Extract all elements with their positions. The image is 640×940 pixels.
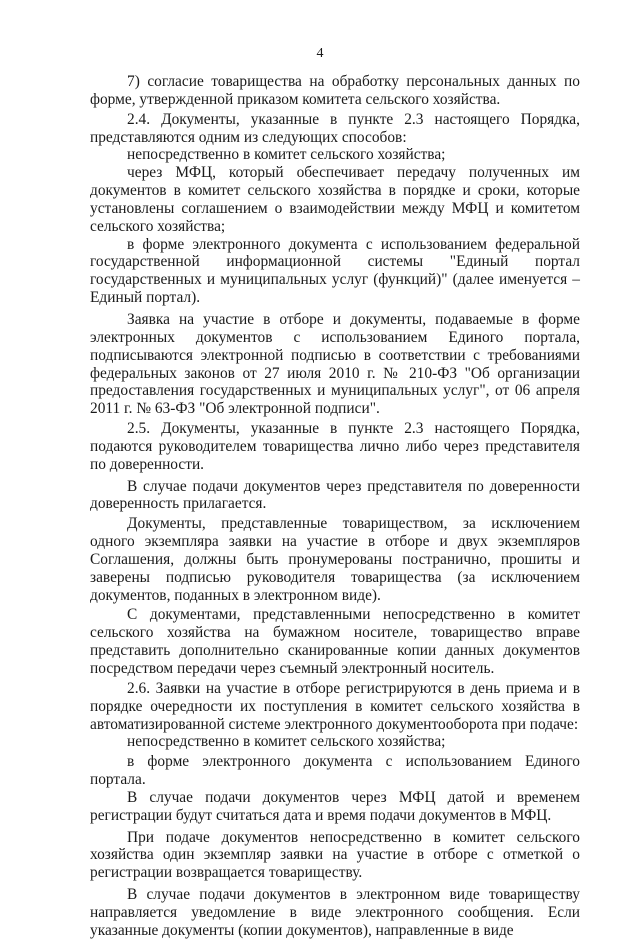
paragraph-2-5: 2.5. Документы, указанные в пункте 2.3 настоящего Порядка, подаются руководителем товарищества лично либо через представителя по доверенности. bbox=[90, 420, 580, 473]
paragraph-method-mfc: через МФЦ, который обеспечивает передачу полученных им документов в комитет сельского хозяйства в порядке и сроки, которые установлены соглашением о взаимодействии между МФЦ и комитетом сельского хозяйства; bbox=[90, 164, 580, 235]
paragraph-numbering-requirement: Документы, представленные товариществом, за исключением одного экземпляра заявки на участие в отборе и двух экземпляров Соглашения, должны быть пронумерованы постранично, прошиты и заверены подписью руководителя товарищества (за исключением документов, поданных в электронном виде). bbox=[90, 515, 580, 604]
paragraph-mfc-registration: В случае подачи документов через МФЦ датой и временем регистрации будут считаться дата и время подачи документов в МФЦ. bbox=[90, 788, 580, 824]
paragraph-consent-item-7: 7) согласие товарищества на обработку персональных данных по форме, утвержденной приказом комитета сельского хозяйства. bbox=[90, 73, 580, 108]
paragraph-method-electronic: в форме электронного документа с использованием федеральной государственной информационной системы "Единый портал государственных и муниципальных услуг (функций)" (далее именуется – Единый портал). bbox=[90, 235, 580, 307]
paragraph-scanned-copies: С документами, представленными непосредственно в комитет сельского хозяйства на бумажном носителе, товарищество вправе представить дополнительно сканированные копии данных документов посредством передачи через съемный электронный носитель. bbox=[90, 606, 580, 677]
document-body bbox=[90, 73, 580, 940]
paragraph-power-of-attorney: В случае подачи документов через представителя по доверенности доверенность прилагается. bbox=[90, 477, 580, 513]
paragraph-submit-direct: непосредственно в комитет сельского хозяйства; bbox=[127, 733, 446, 751]
paragraph-electronic-signature: Заявка на участие в отборе и документы, подаваемые в форме электронных документов с использованием Единого портала, подписываются электронной подписью в соответствии с требованиями федеральных законов от 27 июля 2010 г. № 210-ФЗ "Об организации предоставления государственных и муниципальных услуг", от 06 апреля 2011 г. № 63-ФЗ "Об электронной подписи". bbox=[90, 310, 580, 418]
paragraph-2-6: 2.6. Заявки на участие в отборе регистрируются в день приема и в порядке очередности их поступления в комитет сельского хозяйства в автоматизированной системе электронного документооборота при подаче: bbox=[90, 679, 580, 733]
paragraph-method-direct: непосредственно в комитет сельского хозяйства; bbox=[127, 146, 446, 164]
page-number: 4 bbox=[316, 46, 324, 61]
paragraph-2-4: 2.4. Документы, указанные в пункте 2.3 настоящего Порядка, представляются одним из следующих способов: bbox=[90, 110, 580, 146]
paragraph-submit-electronic: в форме электронного документа с использованием Единого портала. bbox=[90, 753, 580, 789]
paragraph-return-copy: При подаче документов непосредственно в комитет сельского хозяйства один экземпляр заявки на участие в отборе с отметкой о регистрации возвращается товариществу. bbox=[90, 828, 580, 882]
paragraph-electronic-notification: В случае подачи документов в электронном виде товариществу направляется уведомление в виде электронного сообщения. Если указанные документы (копии документов), направленные в виде bbox=[90, 886, 580, 939]
